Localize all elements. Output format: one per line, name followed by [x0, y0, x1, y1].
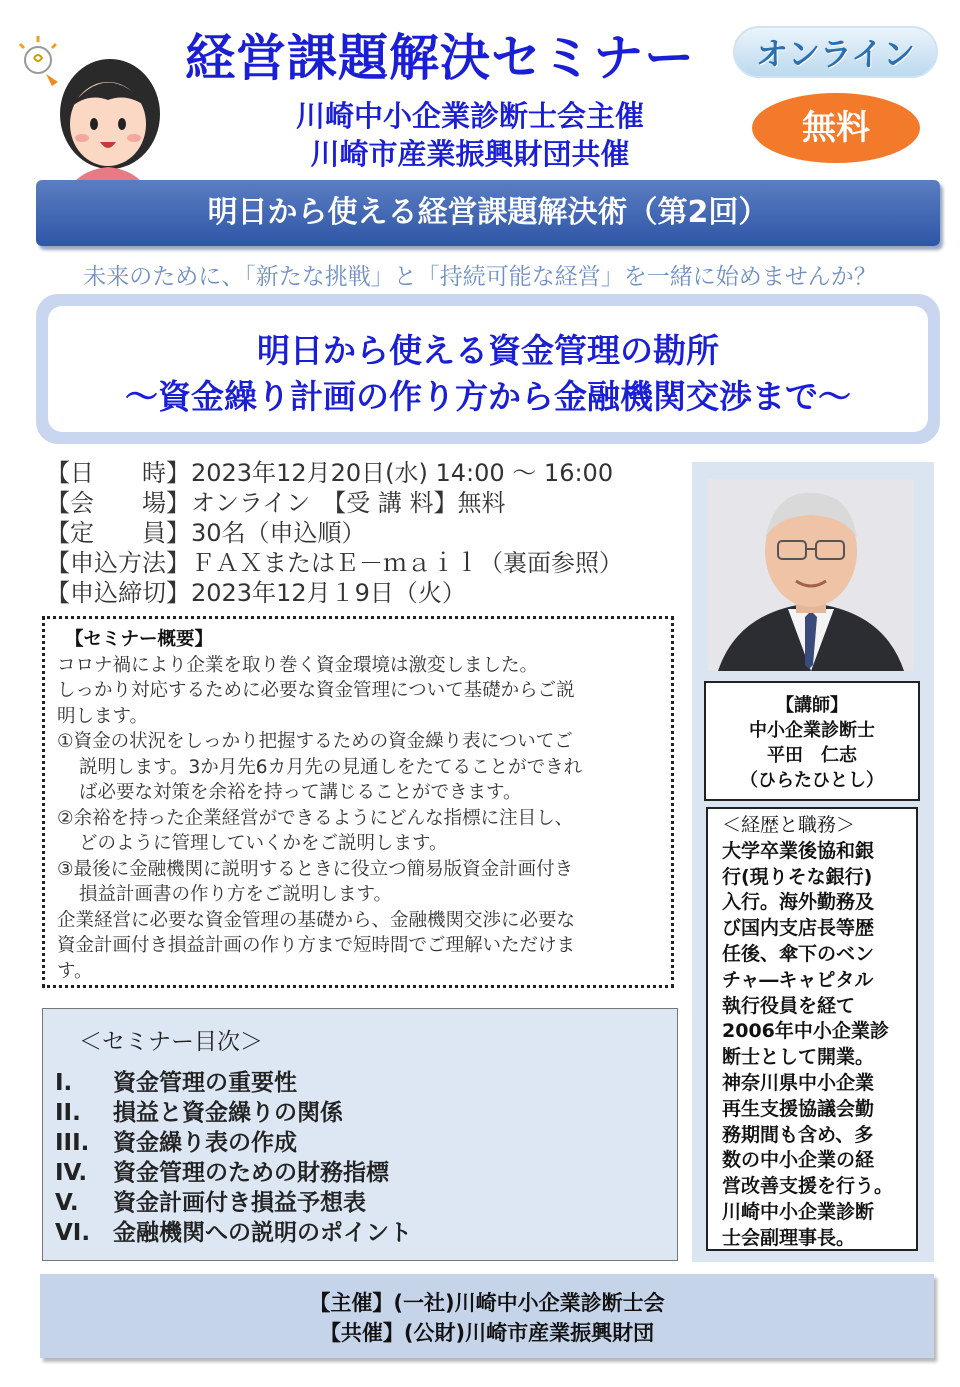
overview-line: 資金計画付き損益計画の作り方まで短時間でご理解いただけま: [57, 935, 576, 956]
career-line: 務期間も含め、多: [722, 1123, 874, 1146]
overview-line: ば必要な対策を余裕を持って講じることができます。: [79, 782, 522, 803]
overview-line: す。: [57, 960, 93, 982]
toc-item-label: 資金管理のための財務指標: [113, 1160, 389, 1186]
online-badge: オンライン: [733, 26, 938, 78]
toc-item: [55, 1218, 677, 1248]
career-line: 執行役員を経て: [722, 994, 856, 1017]
detail-capacity-label: 【定 員】: [46, 519, 190, 547]
detail-date: [46, 458, 696, 488]
detail-deadline-label: 【申込締切】: [46, 579, 190, 607]
toc-item: [55, 1188, 677, 1218]
toc-item-label: 資金計画付き損益予想表: [113, 1190, 366, 1216]
toc-item-label: 金融機関への説明のポイント: [113, 1220, 412, 1246]
detail-venue-label: 【会 場】: [46, 489, 190, 517]
career-line: 行(現りそな銀行): [722, 865, 873, 888]
toc-item: [55, 1128, 677, 1158]
lecturer-name: 平田 仁志: [767, 745, 857, 766]
career-box: [706, 807, 918, 1251]
lecturer-title: 中小企業診断士: [749, 720, 875, 741]
overview-line: ①資金の状況をしっかり把握するための資金繰り表についてご: [57, 731, 573, 752]
free-badge: 無料: [752, 93, 920, 163]
detail-capacity-value: 30名（申込順）: [191, 519, 366, 547]
toc-heading: ＜セミナー目次＞: [79, 1029, 263, 1055]
footer-line-1: 【主催】(一社)川崎中小企業診断士会: [309, 1291, 665, 1315]
overview-line: どのように管理していくかをご説明します。: [79, 833, 448, 854]
detail-date-label: 【日 時】: [46, 459, 190, 487]
footer-organizers: [40, 1274, 934, 1358]
career-line: 断士として開業。: [722, 1046, 875, 1069]
career-line: 数の中小企業の経: [722, 1149, 875, 1172]
career-line: び国内支店長等歴: [722, 917, 875, 940]
toc-item: [55, 1158, 677, 1188]
overview-line: コロナ禍により企業を取り巻く資金環境は激変しました。: [57, 654, 539, 676]
main-title: 経営課題解決セミナー: [185, 29, 695, 87]
career-line: 大学卒業後協和銀: [722, 839, 875, 862]
overview-heading: 【セミナー概要】: [65, 629, 214, 650]
series-banner: 明日から使える経営課題解決術（第2回）: [36, 180, 940, 246]
seminar-title-line-2: ～資金繰り計画の作り方から金融機関交渉まで～: [125, 377, 851, 416]
detail-venue-value: オンライン 【受 講 料】無料: [191, 489, 506, 517]
career-line: 任後、傘下のベン: [722, 942, 875, 965]
toc-item-label: 資金管理の重要性: [113, 1070, 297, 1096]
detail-deadline-value: 2023年12月１9日（火）: [191, 579, 466, 607]
tagline: 未来のために、「新たな挑戦」と「持続可能な経営」を一緒に始めませんか？: [83, 264, 877, 290]
overview-line: 損益計画書の作り方をご説明します。: [79, 884, 393, 905]
detail-method-label: 【申込方法】: [46, 549, 190, 577]
seminar-title-line-1: 明日から使える資金管理の勘所: [257, 331, 719, 370]
toc-item-label: 資金繰り表の作成: [113, 1130, 297, 1156]
toc-item-num: I.: [55, 1070, 73, 1096]
organizer-line-2: 川崎市産業振興財団共催: [310, 137, 630, 171]
career-line: 2006年中小企業診: [722, 1020, 889, 1043]
detail-deadline: [46, 578, 696, 608]
career-heading: ＜経歴と職務＞: [722, 814, 856, 836]
detail-method-value: ＦＡＸまたはＥ－ｍａｉｌ（裏面参照）: [191, 549, 623, 577]
career-line: 入行。海外勤務及: [722, 891, 875, 914]
career-line: 神奈川県中小企業: [722, 1071, 875, 1094]
lecturer-photo: [708, 479, 914, 671]
toc-item-num: V.: [55, 1190, 79, 1216]
footer-line-2: 【共催】(公財)川崎市産業振興財団: [319, 1321, 655, 1345]
lecturer-reading: （ひらたひとし）: [740, 770, 884, 791]
overview-line: ③最後に金融機関に説明するときに役立つ簡易版資金計画付き: [57, 858, 574, 880]
lecturer-heading: 【講師】: [776, 695, 848, 716]
organizer-line-1: 川崎中小企業診断士会主催: [295, 99, 644, 133]
career-line: 再生支援協議会勤: [722, 1097, 875, 1120]
seminar-title-inner: [48, 306, 928, 432]
career-line: 士会副理事長。: [722, 1226, 856, 1249]
overview-line: しっかり対応するために必要な資金管理について基礎からご説: [57, 680, 575, 701]
lecturer-box: [704, 681, 920, 801]
overview-line: ②余裕を持った企業経営ができるようにどんな指標に注目し、: [57, 807, 574, 829]
toc-item-num: II.: [55, 1100, 81, 1126]
career-line: 営改善支援を行う。: [722, 1175, 894, 1198]
toc-item-label: 損益と資金繰りの関係: [113, 1100, 343, 1126]
career-line: 川崎中小企業診断: [722, 1200, 875, 1223]
toc-item: [55, 1098, 677, 1128]
overview-line: 企業経営に必要な資金管理の基礎から、金融機関交渉に必要な: [57, 909, 576, 931]
toc-item-num: IV.: [55, 1160, 88, 1186]
overview-line: 説明します。3か月先6カ月先の見通しをたてることができれ: [79, 756, 583, 778]
toc-box: [42, 1008, 678, 1261]
toc-item: [55, 1068, 677, 1098]
detail-date-value: 2023年12月20日(水) 14:00 ～ 16:00: [191, 459, 614, 487]
overview-line: 明します。: [57, 705, 149, 727]
detail-venue: [46, 488, 696, 518]
detail-method: [46, 548, 696, 578]
detail-capacity: [46, 518, 696, 548]
overview-box: [42, 616, 674, 988]
toc-item-num: III.: [55, 1130, 90, 1156]
career-line: チャ―キャピタル: [722, 968, 874, 991]
toc-item-num: VI.: [55, 1220, 91, 1246]
seminar-title-box: [36, 294, 940, 444]
